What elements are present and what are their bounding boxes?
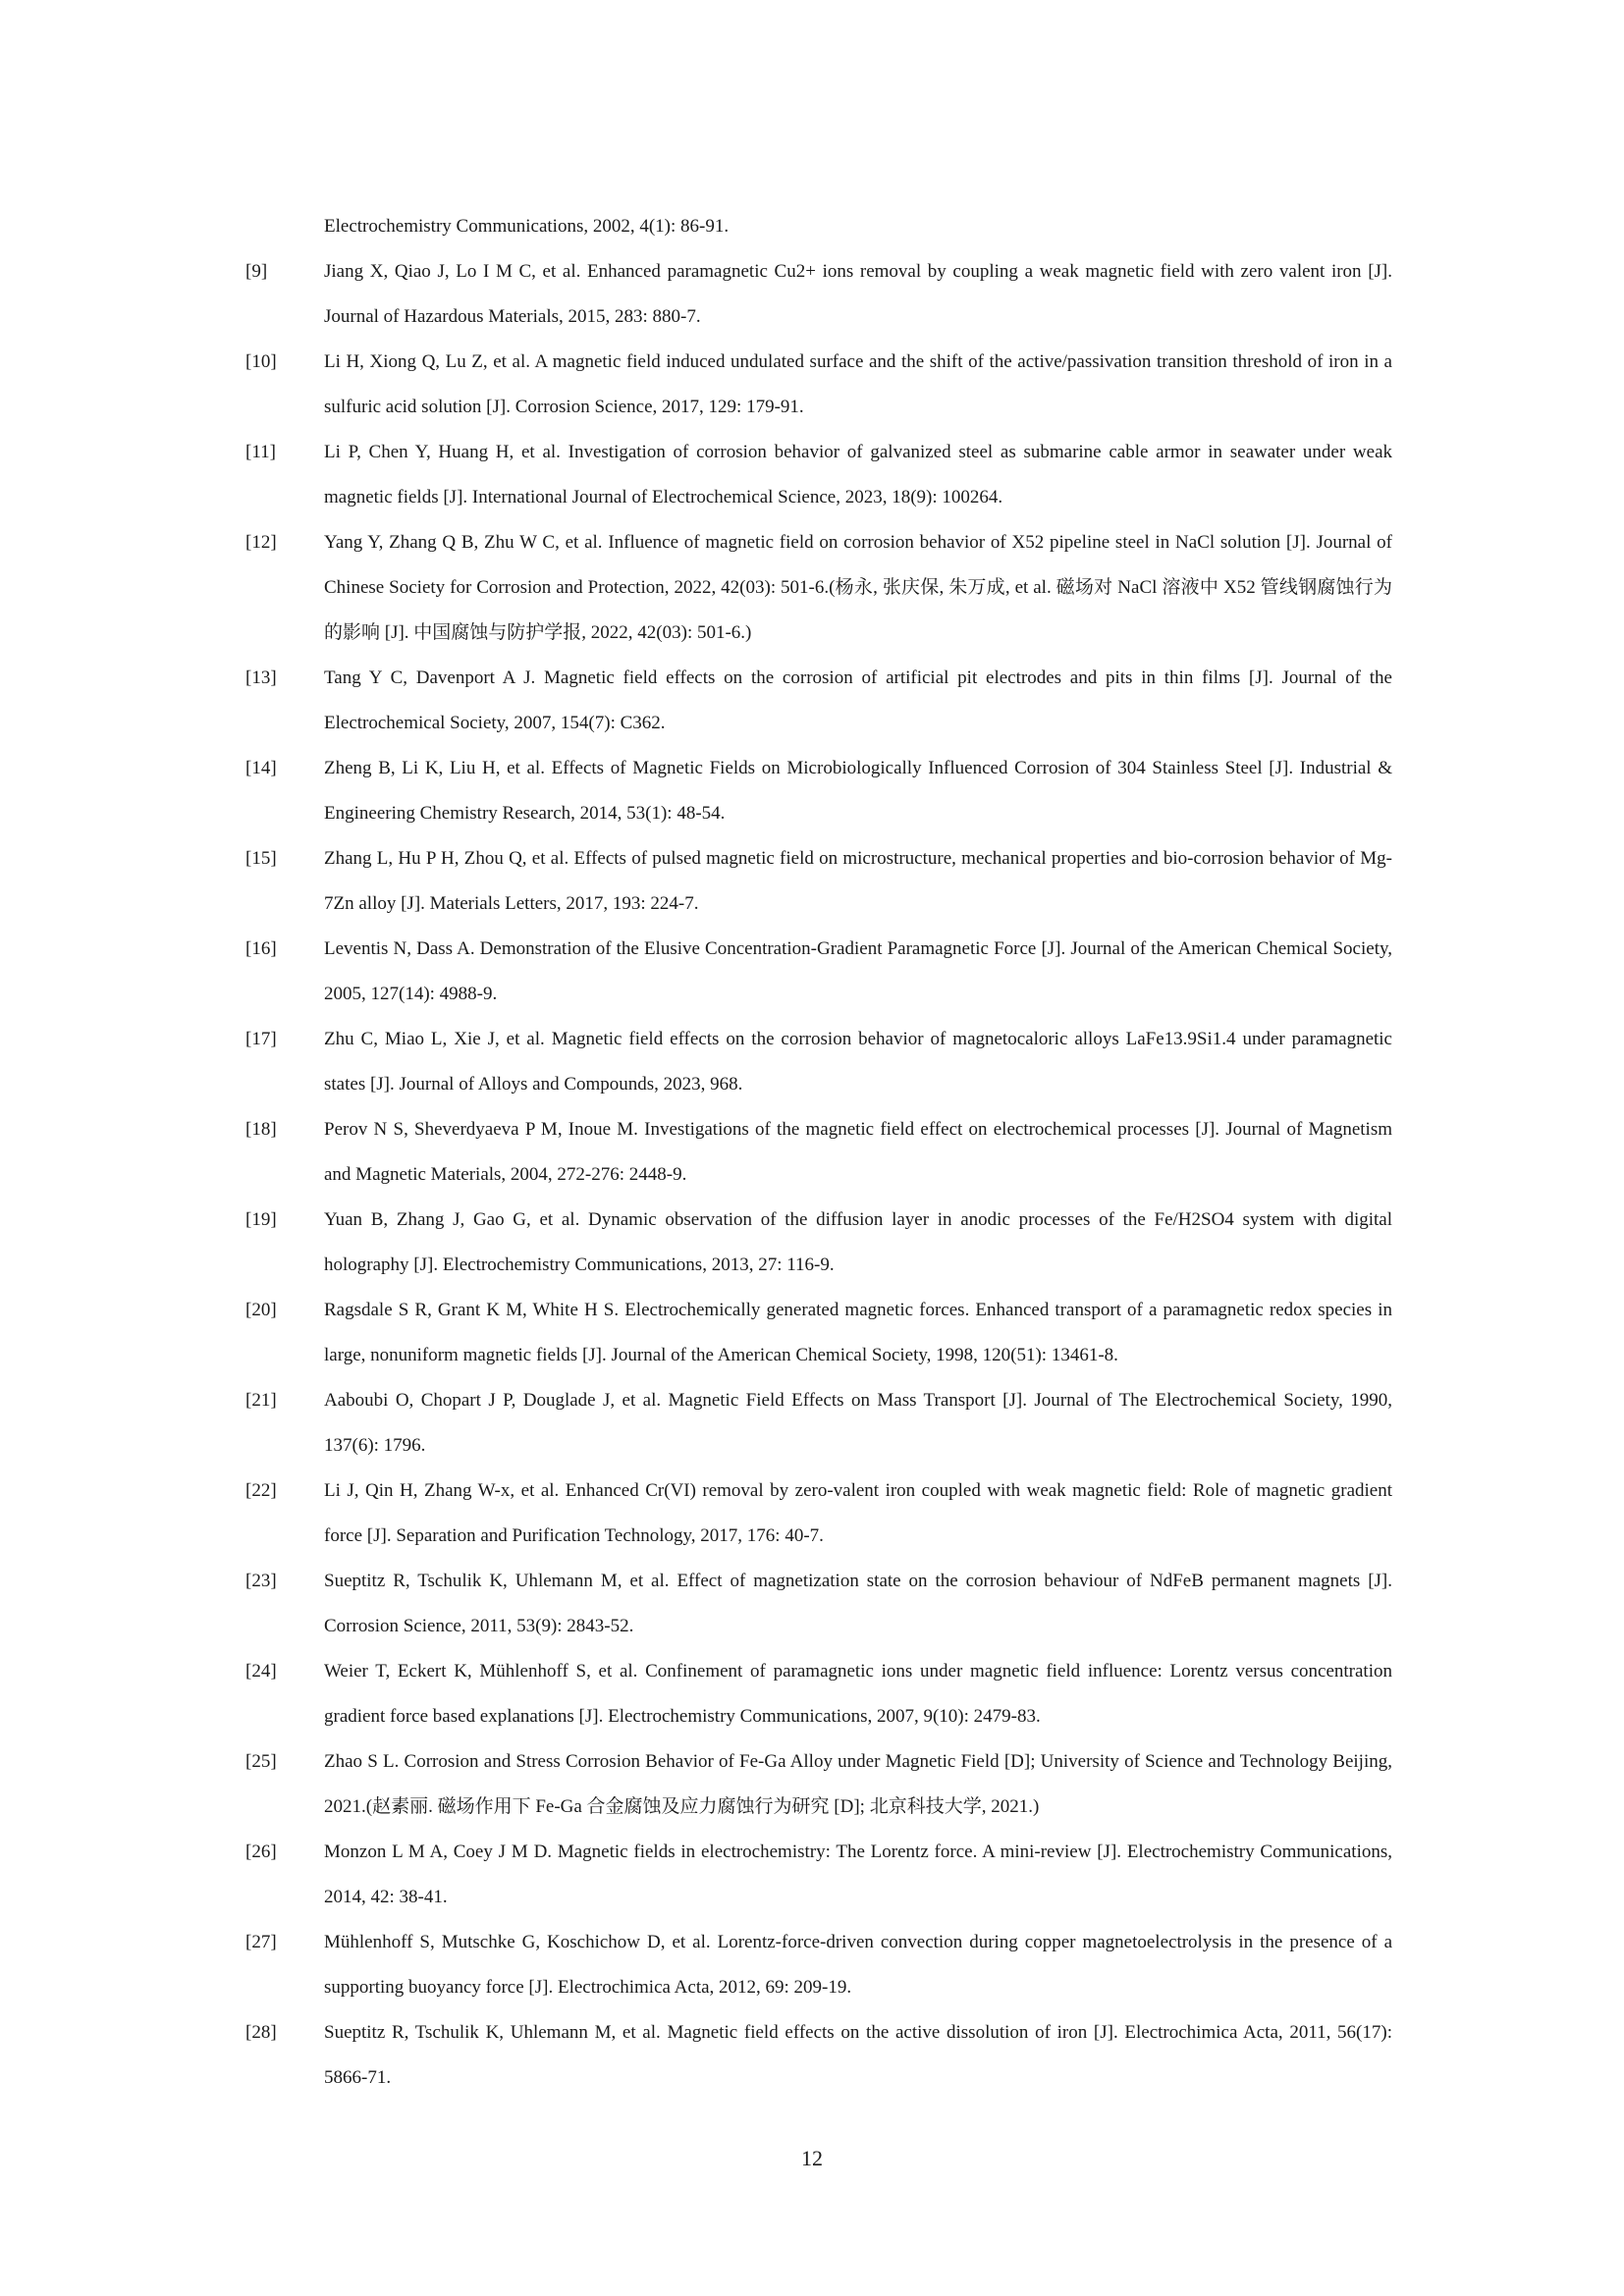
reference-text: Weier T, Eckert K, Mühlenhoff S, et al. Confinement of paramagnetic ions under magnetic field influence: Lorentz versus concentration gradient force based explanations [J]. Electrochemistry Communications, 2007, 9(10): 2479-83.	[324, 1661, 1392, 1727]
reference-item	[0, 927, 1624, 1017]
reference-number: [20]	[245, 1300, 277, 1320]
reference-item	[0, 1198, 1624, 1288]
reference-number: [26]	[245, 1842, 277, 1862]
reference-text: Sueptitz R, Tschulik K, Uhlemann M, et al. Magnetic field effects on the active dissolution of iron [J]. Electrochimica Acta, 2011, 56(17): 5866-71.	[324, 2022, 1392, 2088]
reference-number: [21]	[245, 1390, 277, 1411]
reference-text: Monzon L M A, Coey J M D. Magnetic fields in electrochemistry: The Lorentz force. A mini-review [J]. Electrochemistry Communications, 2014, 42: 38-41.	[324, 1842, 1392, 1907]
reference-number: [18]	[245, 1119, 277, 1140]
reference-item	[0, 249, 1624, 340]
reference-number: [14]	[245, 758, 277, 778]
reference-item	[0, 1649, 1624, 1739]
reference-item	[0, 746, 1624, 836]
reference-item	[0, 1288, 1624, 1378]
reference-text: Zhu C, Miao L, Xie J, et al. Magnetic field effects on the corrosion behavior of magnetocaloric alloys LaFe13.9Si1.4 under paramagnetic states [J]. Journal of Alloys and Compounds, 2023, 968.	[324, 1029, 1392, 1095]
reference-continuation: Electrochemistry Communications, 2002, 4(1): 86-91.	[324, 216, 730, 237]
reference-item	[0, 1107, 1624, 1198]
reference-text: Yang Y, Zhang Q B, Zhu W C, et al. Influence of magnetic field on corrosion behavior of X52 pipeline steel in NaCl solution [J]. Journal of Chinese Society for Corrosion and Protection, 2022, 42(03): 501-6.(杨永, 张庆保, 朱万成, et al. 磁场对 NaCl 溶液中 X52 管线钢腐蚀行为的影响 [J]. 中国腐蚀与防护学报, 2022, 42(03): 501-6.)	[324, 532, 1392, 643]
reference-number: [27]	[245, 1932, 277, 1952]
reference-list	[0, 249, 1624, 2101]
reference-number: [17]	[245, 1029, 277, 1049]
reference-item	[0, 1559, 1624, 1649]
reference-item	[0, 656, 1624, 746]
reference-item	[0, 340, 1624, 430]
reference-text: Li J, Qin H, Zhang W-x, et al. Enhanced Cr(VI) removal by zero-valent iron coupled with weak magnetic field: Role of magnetic gradient force [J]. Separation and Purification Technology, 2017, 176: 40-7.	[324, 1480, 1392, 1546]
reference-text: Aaboubi O, Chopart J P, Douglade J, et al. Magnetic Field Effects on Mass Transport [J]. Journal of The Electrochemical Society, 1990, 137(6): 1796.	[324, 1390, 1392, 1456]
reference-item	[0, 1830, 1624, 1920]
reference-text: Mühlenhoff S, Mutschke G, Koschichow D, et al. Lorentz-force-driven convection during copper magnetoelectrolysis in the presence of a supporting buoyancy force [J]. Electrochimica Acta, 2012, 69: 209-19.	[324, 1932, 1392, 1998]
reference-item	[0, 1378, 1624, 1468]
reference-text: Zheng B, Li K, Liu H, et al. Effects of Magnetic Fields on Microbiologically Influenced Corrosion of 304 Stainless Steel [J]. Industrial & Engineering Chemistry Research, 2014, 53(1): 48-54.	[324, 758, 1392, 824]
reference-number: [23]	[245, 1571, 277, 1591]
reference-text: Sueptitz R, Tschulik K, Uhlemann M, et al. Effect of magnetization state on the corrosion behaviour of NdFeB permanent magnets [J]. Corrosion Science, 2011, 53(9): 2843-52.	[324, 1571, 1392, 1636]
reference-item	[0, 1468, 1624, 1559]
reference-number: [9]	[245, 261, 268, 282]
reference-text: Leventis N, Dass A. Demonstration of the Elusive Concentration-Gradient Paramagnetic Force [J]. Journal of the American Chemical Society, 2005, 127(14): 4988-9.	[324, 938, 1392, 1004]
reference-text: Zhao S L. Corrosion and Stress Corrosion Behavior of Fe-Ga Alloy under Magnetic Field [D]; University of Science and Technology Beijing, 2021.(赵素丽. 磁场作用下 Fe-Ga 合金腐蚀及应力腐蚀行为研究 [D]; 北京科技大学, 2021.)	[324, 1751, 1392, 1817]
reference-item	[0, 2010, 1624, 2101]
reference-text: Yuan B, Zhang J, Gao G, et al. Dynamic observation of the diffusion layer in anodic processes of the Fe/H2SO4 system with digital holography [J]. Electrochemistry Communications, 2013, 27: 116-9.	[324, 1209, 1392, 1275]
reference-text: Li H, Xiong Q, Lu Z, et al. A magnetic field induced undulated surface and the shift of the active/passivation transition threshold of iron in a sulfuric acid solution [J]. Corrosion Science, 2017, 129: 179-91.	[324, 351, 1392, 417]
reference-number: [13]	[245, 667, 277, 688]
reference-number: [28]	[245, 2022, 277, 2043]
reference-number: [11]	[245, 442, 276, 462]
reference-text: Li P, Chen Y, Huang H, et al. Investigation of corrosion behavior of galvanized steel as submarine cable armor in seawater under weak magnetic fields [J]. International Journal of Electrochemical Science, 2023, 18(9): 100264.	[324, 442, 1392, 507]
reference-number: [16]	[245, 938, 277, 959]
reference-item	[0, 430, 1624, 520]
reference-item	[0, 1017, 1624, 1107]
reference-text: Tang Y C, Davenport A J. Magnetic field effects on the corrosion of artificial pit electrodes and pits in thin films [J]. Journal of the Electrochemical Society, 2007, 154(7): C362.	[324, 667, 1392, 733]
reference-text: Jiang X, Qiao J, Lo I M C, et al. Enhanced paramagnetic Cu2+ ions removal by coupling a weak magnetic field with zero valent iron [J]. Journal of Hazardous Materials, 2015, 283: 880-7.	[324, 261, 1392, 327]
reference-number: [25]	[245, 1751, 277, 1772]
reference-number: [15]	[245, 848, 277, 869]
reference-text: Zhang L, Hu P H, Zhou Q, et al. Effects of pulsed magnetic field on microstructure, mechanical properties and bio-corrosion behavior of Mg-7Zn alloy [J]. Materials Letters, 2017, 193: 224-7.	[324, 848, 1392, 914]
reference-number: [10]	[245, 351, 277, 372]
reference-item	[0, 520, 1624, 656]
reference-text: Perov N S, Sheverdyaeva P M, Inoue M. Investigations of the magnetic field effect on electrochemical processes [J]. Journal of Magnetism and Magnetic Materials, 2004, 272-276: 2448-9.	[324, 1119, 1392, 1185]
reference-number: [22]	[245, 1480, 277, 1501]
reference-number: [24]	[245, 1661, 277, 1682]
reference-item	[0, 1920, 1624, 2010]
reference-item	[0, 1739, 1624, 1830]
reference-number: [19]	[245, 1209, 277, 1230]
reference-number: [12]	[245, 532, 277, 553]
reference-item	[0, 836, 1624, 927]
reference-text: Ragsdale S R, Grant K M, White H S. Electrochemically generated magnetic forces. Enhanced transport of a paramagnetic redox species in large, nonuniform magnetic fields [J]. Journal of the American Chemical Society, 1998, 120(51): 13461-8.	[324, 1300, 1392, 1365]
page-number: 12	[801, 2146, 823, 2170]
